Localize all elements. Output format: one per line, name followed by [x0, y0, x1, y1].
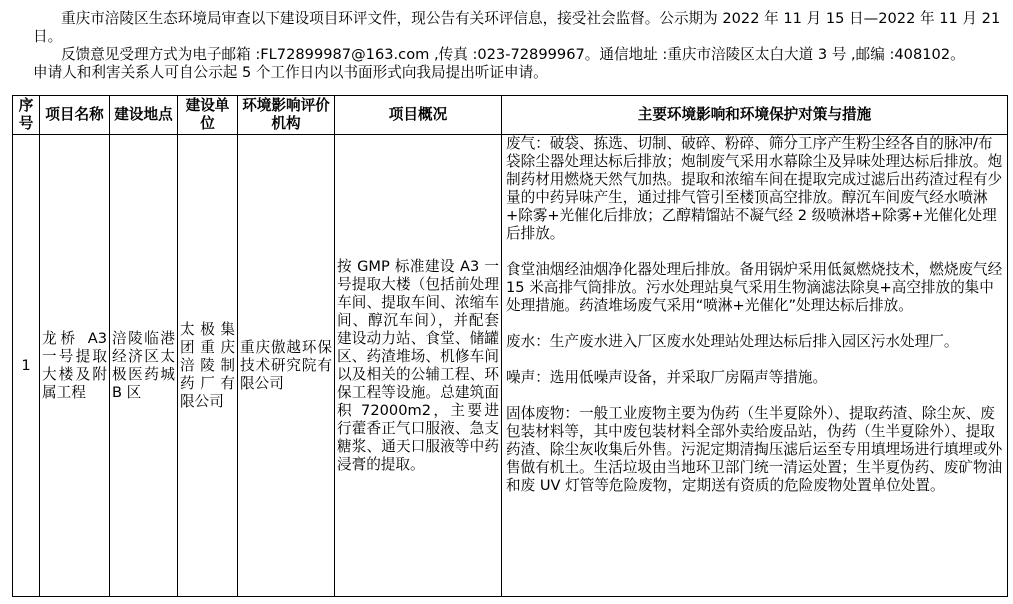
notice-line-hearing: 申请人和利害关系人可自公示起 5 个工作日内以书面形式向我局提出听证申请。 — [33, 64, 548, 81]
measure-waste-water: 废水：生产废水进入厂区废水处理站处理达标后排入园区污水处理厂。 — [506, 333, 959, 350]
header-location: 建设地点 — [110, 96, 178, 135]
measure-noise: 噪声：选用低噪声设备，并采取厂房隔声等措施。 — [506, 369, 828, 386]
cell-location: 涪陵临港经济区太极医药城 B 区 — [110, 135, 178, 597]
table-row — [13, 135, 1008, 597]
header-overview: 项目概况 — [335, 96, 502, 135]
header-seq: 序号 — [13, 96, 40, 135]
header-project-name: 项目名称 — [40, 96, 110, 135]
table-header-row — [13, 96, 1008, 135]
notice-line-period: 重庆市涪陵区生态环境局审查以下建设项目环评文件，现公告有关环评信息，接受社会监督。公示期为 2022 年 11 月 15 日—2022 年 11 月 21 日。 — [33, 10, 1001, 45]
header-construction-unit: 建设单位 — [178, 96, 238, 135]
measure-waste-gas-2: 食堂油烟经油烟净化器处理后排放。备用锅炉采用低氮燃烧技术，燃烧废气经 15 米高排气筒排放。污水处理站臭气采用生物滴滤法除臭+高空排放的集中处理措施。药渣堆场废气采用“喷淋+光催化”处理达标后排放。 — [506, 261, 1003, 314]
header-measures: 主要环境影响和环境保护对策与措施 — [502, 96, 1008, 135]
cell-overview: 按 GMP 标准建设 A3 一号提取大楼（包括前处理车间、提取车间、浓缩车间、醇沉车间），并配套建设动力站、食堂、储罐区、药渣堆场、机修车间以及相关的公辅工程、环保工程等设施。总建筑面积 72000m2，主要进行藿香正气口服液、急支糖浆、通天口服液等中药浸膏的提取。 — [335, 135, 502, 597]
cell-eia-agency: 重庆傲越环保技术研究院有限公司 — [238, 135, 335, 597]
measure-waste-gas: 废气：破袋、拣选、切制、破碎、粉碎、筛分工序产生粉尘经各自的脉冲/布袋除尘器处理达标后排放；炮制废气采用水幕除尘及异味处理达标后排放。炮制药材用燃烧天然气加热。提取和浓缩车间在提取完成过滤后出药渣过程有少量的中药异味产生，通过排气管引至楼顶高空排放。醇沉车间废气经水喷淋+除雾+光催化后排放；乙醇精馏站不凝气经 2 级喷淋塔+除雾+光催化处理后排放。 — [506, 135, 1003, 242]
header-eia-agency: 环境影响评价机构 — [238, 96, 335, 135]
measure-solid-waste: 固体废物：一般工业废物主要为伪药（生半夏除外）、提取药渣、除尘灰、废包装材料等，其中废包装材料全部外卖给废品站，伪药（生半夏除外）、提取药渣、除尘灰收集后外售。污泥定期清掏压滤后运至专用填埋场进行填埋或外售做有机土。生活垃圾由当地环卫部门统一清运处置；生半夏伪药、废矿物油和废 UV 灯管等危险废物，定期送有资质的危险废物处置单位处置。 — [506, 405, 1003, 494]
cell-seq: 1 — [13, 135, 40, 597]
notice-line-contact: 反馈意见受理方式为电子邮箱 :FL72899987@163.com ,传真 :023-72899967。通信地址 :重庆市涪陵区太白大道 3 号 ,邮编 :408102。 — [61, 46, 965, 63]
cell-measures — [502, 135, 1008, 597]
notice-text — [0, 0, 1013, 82]
cell-construction-unit: 太极集团重庆涪陵制药厂有限公司 — [178, 135, 238, 597]
cell-project-name: 龙桥 A3 一号提取大楼及附属工程 — [40, 135, 110, 597]
project-table — [12, 95, 1008, 597]
